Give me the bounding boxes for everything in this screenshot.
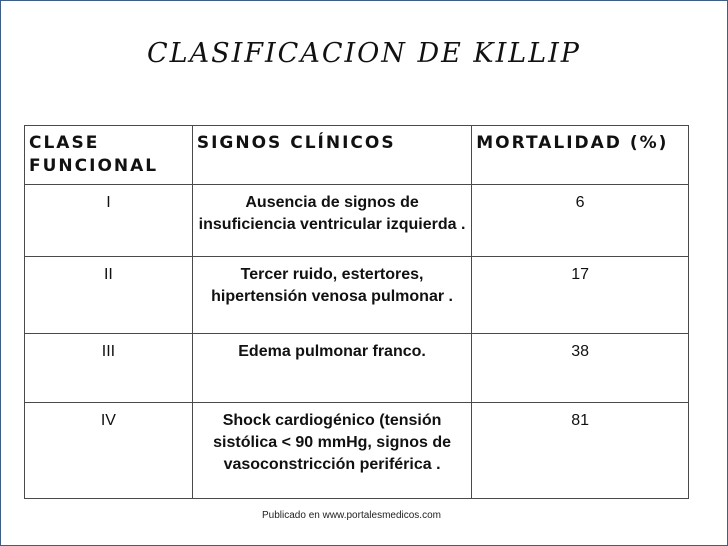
cell-mortalidad: 6 <box>472 185 689 257</box>
header-signos-clinicos: SIGNOS CLÍNICOS <box>192 126 471 185</box>
header-mortalidad: MORTALIDAD (%) <box>472 126 689 185</box>
header-clase-funcional: CLASE FUNCIONAL <box>25 126 193 185</box>
table-row <box>25 403 689 499</box>
table-row <box>25 334 689 403</box>
cell-mortalidad: 17 <box>472 257 689 334</box>
cell-signos: Tercer ruido, estertores, hipertensión venosa pulmonar . <box>192 257 471 334</box>
table-row <box>25 185 689 257</box>
cell-clase: III <box>25 334 193 403</box>
cell-clase: II <box>25 257 193 334</box>
cell-signos: Ausencia de signos de insuficiencia ventricular izquierda . <box>192 185 471 257</box>
killip-table <box>24 125 689 499</box>
cell-mortalidad: 81 <box>472 403 689 499</box>
cell-signos: Edema pulmonar franco. <box>192 334 471 403</box>
cell-clase: I <box>25 185 193 257</box>
table-header-row <box>25 126 689 185</box>
cell-clase: IV <box>25 403 193 499</box>
cell-mortalidad: 38 <box>472 334 689 403</box>
slide-title: CLASIFICACION DE KILLIP <box>147 38 581 69</box>
footer-credit: Publicado en www.portalesmedicos.com <box>262 510 441 521</box>
cell-signos: Shock cardiogénico (tensión sistólica < 90 mmHg, signos de vasoconstricción periférica . <box>192 403 471 499</box>
table-row <box>25 257 689 334</box>
